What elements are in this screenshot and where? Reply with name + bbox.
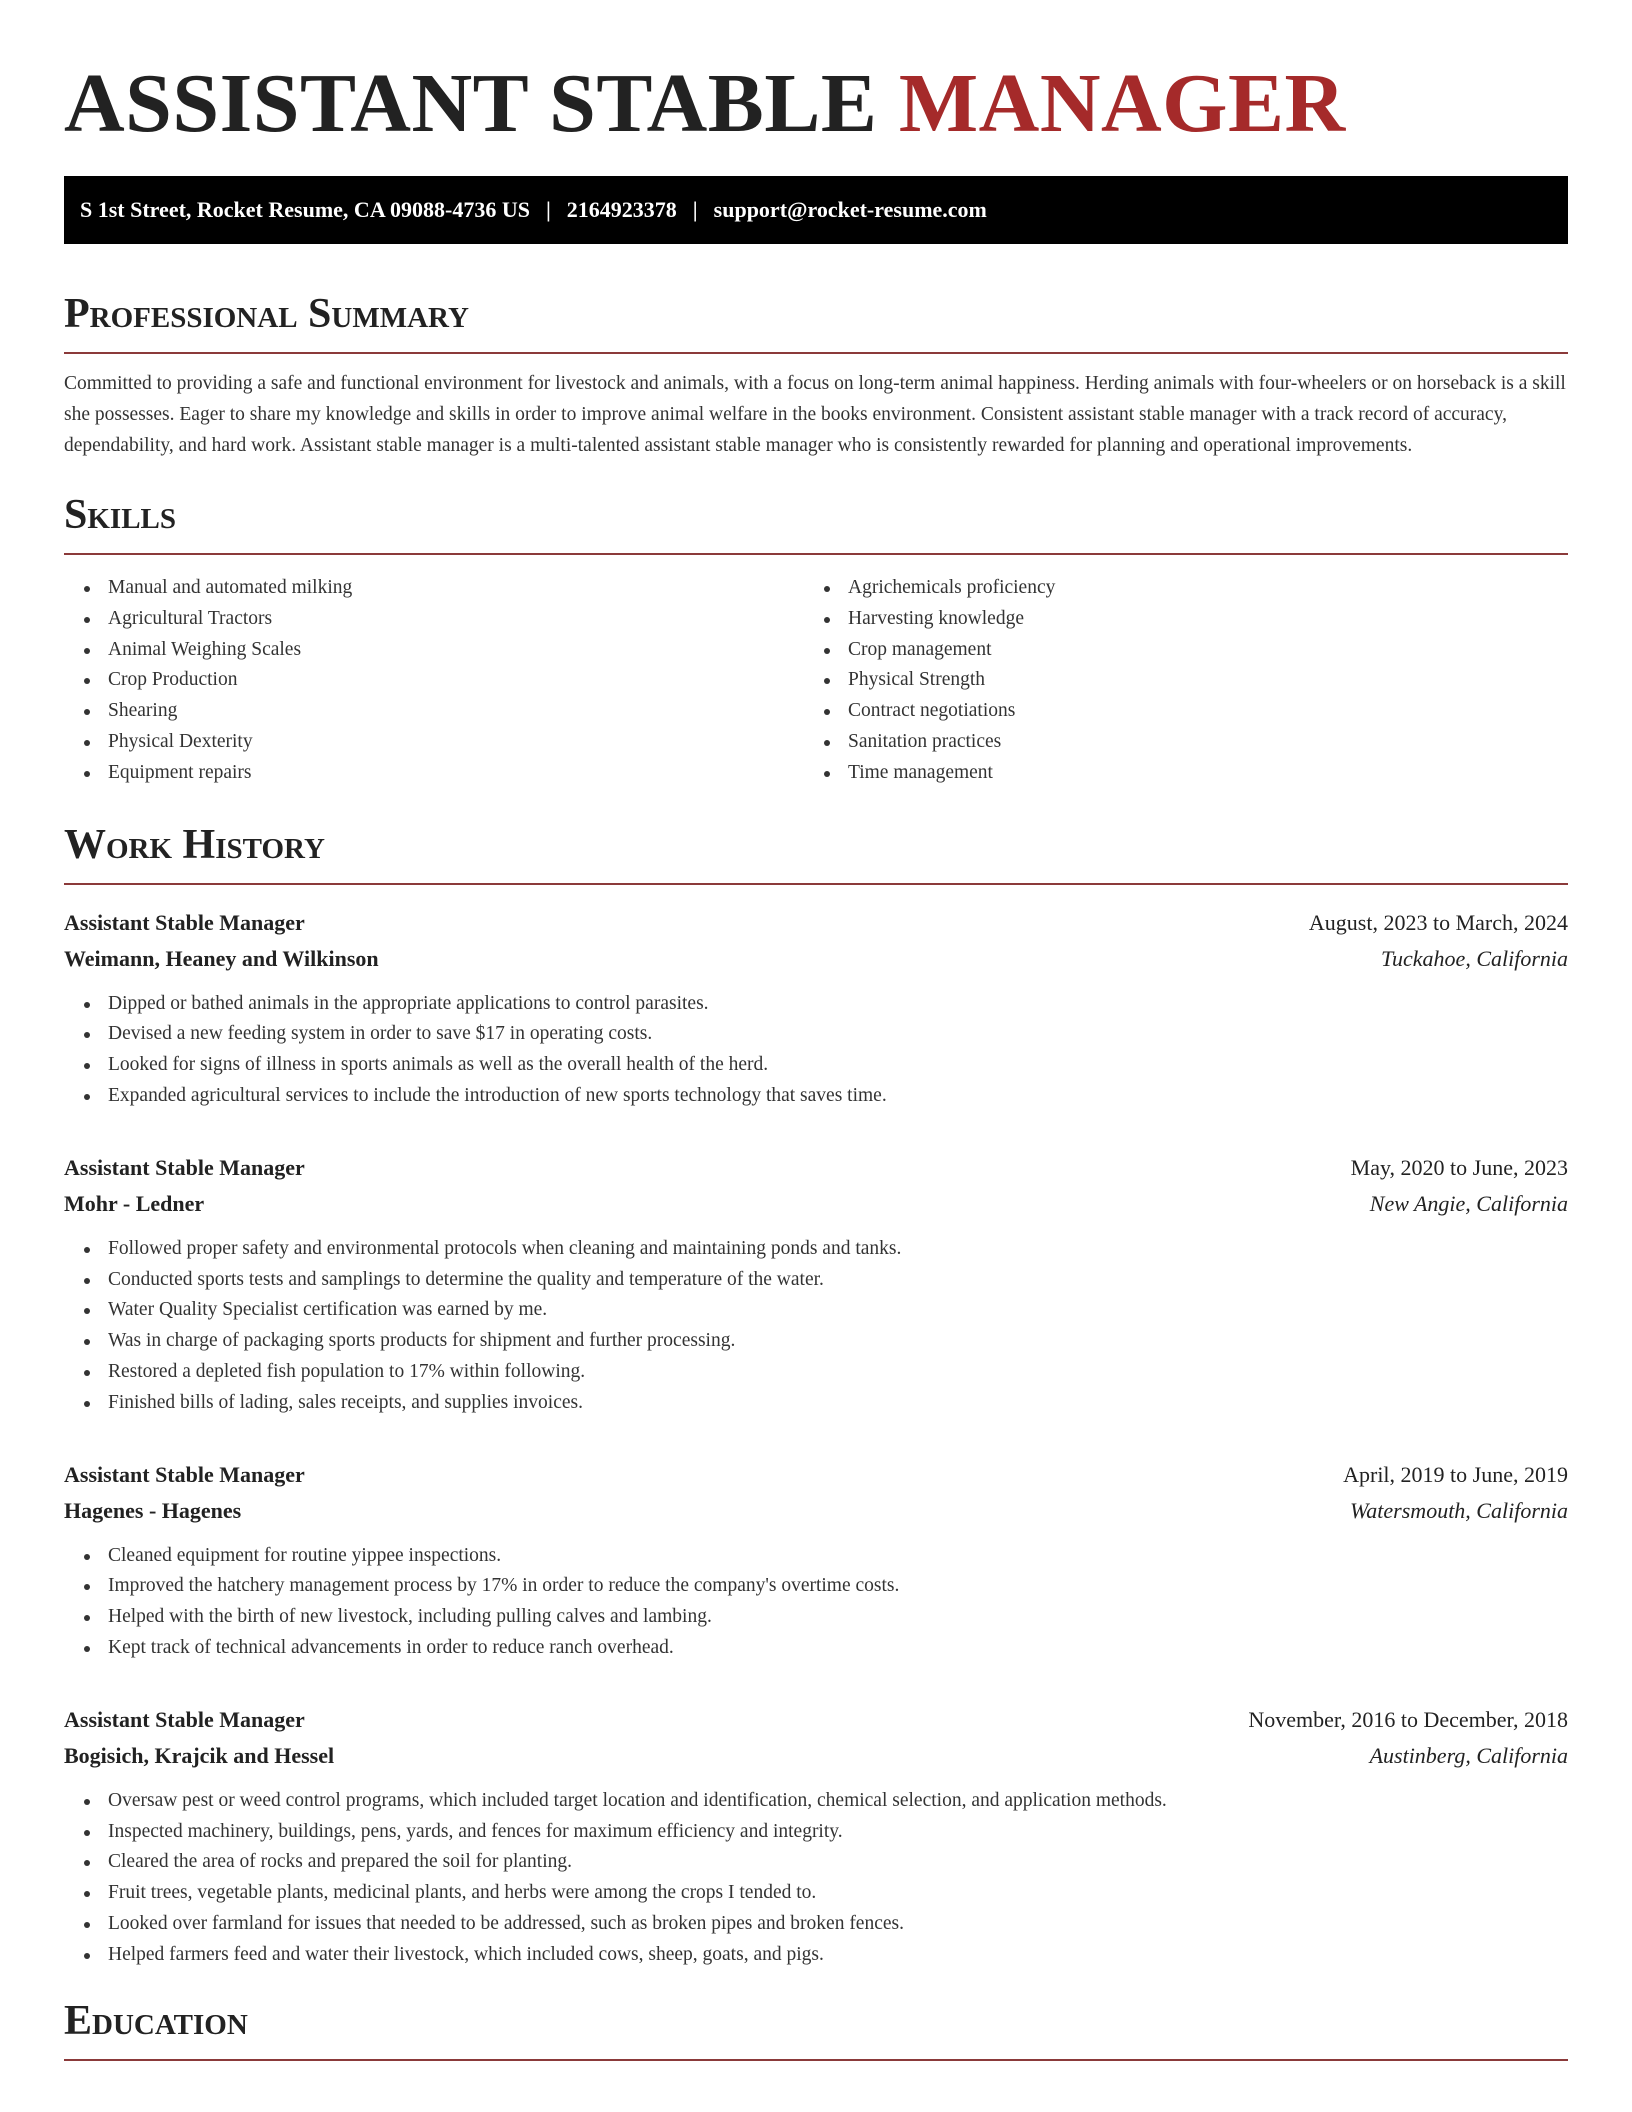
duty-item: Followed proper safety and environmental protocols when cleaning and maintaining ponds and tanks. [108,1234,1568,1265]
job-entry [64,1150,1568,1419]
job-company-row [64,941,1568,977]
duty-item: Cleared the area of rocks and prepared the soil for planting. [108,1847,1568,1878]
skill-item: Crop Production [108,665,804,696]
work-history-section [64,819,1568,1971]
contact-address: S 1st Street, Rocket Resume, CA 09088-4736 US [80,197,530,222]
job-dates: August, 2023 to March, 2024 [1308,909,1568,935]
job-company: Hagenes - Hagenes [64,1497,242,1523]
skill-item: Equipment repairs [108,758,804,789]
job-company-row [64,1186,1568,1222]
job-header-row [64,1702,1568,1738]
job-header-row [64,905,1568,941]
job-dates: May, 2020 to June, 2023 [1350,1154,1568,1180]
duty-item: Helped with the birth of new livestock, including pulling calves and lambing. [108,1602,1568,1633]
job-dates: November, 2016 to December, 2018 [1248,1706,1568,1732]
duty-item: Looked over farmland for issues that needed to be addressed, such as broken pipes and broken fences. [108,1909,1568,1940]
job-entry [64,1702,1568,1971]
job-company: Weimann, Heaney and Wilkinson [64,945,379,971]
job-company-row [64,1738,1568,1774]
skills-list-left [64,573,804,789]
duty-item: Cleaned equipment for routine yippee inspections. [108,1541,1568,1572]
duty-item: Was in charge of packaging sports products for shipment and further processing. [108,1326,1568,1357]
resume-title [64,0,1568,152]
job-company: Mohr - Ledner [64,1190,205,1216]
duty-item: Restored a depleted fish population to 17% within following. [108,1357,1568,1388]
skills-section [64,489,1568,789]
skill-item: Time management [848,758,1544,789]
summary-text: Committed to providing a safe and functional environment for livestock and animals, with a focus on long-term animal happiness. Herding animals with four-wheelers or on horseback is a skill she possesses. Eager to share my knowledge and skills in order to improve animal welfare in the books environment. Consistent assistant stable manager with a track record of accuracy, dependability, and hard work. Assistant stable manager is a multi-talented assistant stable manager who is consistently rewarded for planning and operational improvements. [64,373,1566,456]
skill-item: Contract negotiations [848,696,1544,727]
duty-item: Improved the hatchery management process by 17% in order to reduce the company's overtime costs. [108,1571,1568,1602]
skill-item: Animal Weighing Scales [108,635,804,666]
title-accent: MANAGER [898,57,1346,150]
job-entry [64,905,1568,1112]
job-location: Watersmouth, California [1350,1497,1568,1523]
skill-item: Physical Dexterity [108,727,804,758]
skill-item: Crop management [848,635,1544,666]
job-location: Austinberg, California [1369,1742,1568,1768]
job-duties [64,1786,1568,1971]
contact-phone[interactable]: 2164923378 [566,197,677,222]
job-company-row [64,1493,1568,1529]
contact-separator: | [545,197,551,222]
duty-item: Devised a new feeding system in order to save $17 in operating costs. [108,1019,1568,1050]
skill-item: Manual and automated milking [108,573,804,604]
summary-section [64,288,1568,461]
job-dates: April, 2019 to June, 2019 [1343,1461,1568,1487]
duty-item: Water Quality Specialist certification was earned by me. [108,1295,1568,1326]
job-location: Tuckahoe, California [1381,945,1568,971]
duty-item: Oversaw pest or weed control programs, which included target location and identification, chemical selection, and application methods. [108,1786,1568,1817]
summary-heading: Professional Summary [64,288,1568,354]
contact-email[interactable]: support@rocket-resume.com [713,197,987,222]
contact-separator: | [692,197,698,222]
skills-columns [64,573,1568,789]
skill-item: Harvesting knowledge [848,604,1544,635]
skill-item: Agrichemicals proficiency [848,573,1544,604]
duty-item: Looked for signs of illness in sports animals as well as the overall health of the herd. [108,1050,1568,1081]
job-duties [64,1234,1568,1419]
job-company: Bogisich, Krajcik and Hessel [64,1742,335,1768]
duty-item: Dipped or bathed animals in the appropriate applications to control parasites. [108,989,1568,1020]
work-history-heading: Work History [64,819,1568,885]
skills-list-right [804,573,1544,789]
skill-item: Agricultural Tractors [108,604,804,635]
job-header-row [64,1457,1568,1493]
job-entry [64,1457,1568,1664]
duty-item: Expanded agricultural services to include the introduction of new sports technology that saves time. [108,1081,1568,1112]
duty-item: Inspected machinery, buildings, pens, yards, and fences for maximum efficiency and integrity. [108,1817,1568,1848]
skill-item: Shearing [108,696,804,727]
job-title: Assistant Stable Manager [64,1461,305,1487]
job-title: Assistant Stable Manager [64,1706,305,1732]
education-section [64,1995,1568,2061]
skill-item: Physical Strength [848,665,1544,696]
skills-heading: Skills [64,489,1568,555]
duty-item: Kept track of technical advancements in order to reduce ranch overhead. [108,1633,1568,1664]
job-title: Assistant Stable Manager [64,909,305,935]
skill-item: Sanitation practices [848,727,1544,758]
job-header-row [64,1150,1568,1186]
contact-bar [64,176,1568,244]
title-main: ASSISTANT STABLE [64,57,899,150]
job-duties [64,1541,1568,1664]
duty-item: Finished bills of lading, sales receipts, and supplies invoices. [108,1388,1568,1419]
job-title: Assistant Stable Manager [64,1154,305,1180]
education-heading: Education [64,1995,1568,2061]
job-location: New Angie, California [1369,1190,1568,1216]
duty-item: Conducted sports tests and samplings to determine the quality and temperature of the water. [108,1265,1568,1296]
duty-item: Fruit trees, vegetable plants, medicinal plants, and herbs were among the crops I tended to. [108,1878,1568,1909]
job-duties [64,989,1568,1112]
duty-item: Helped farmers feed and water their livestock, which included cows, sheep, goats, and pigs. [108,1940,1568,1971]
